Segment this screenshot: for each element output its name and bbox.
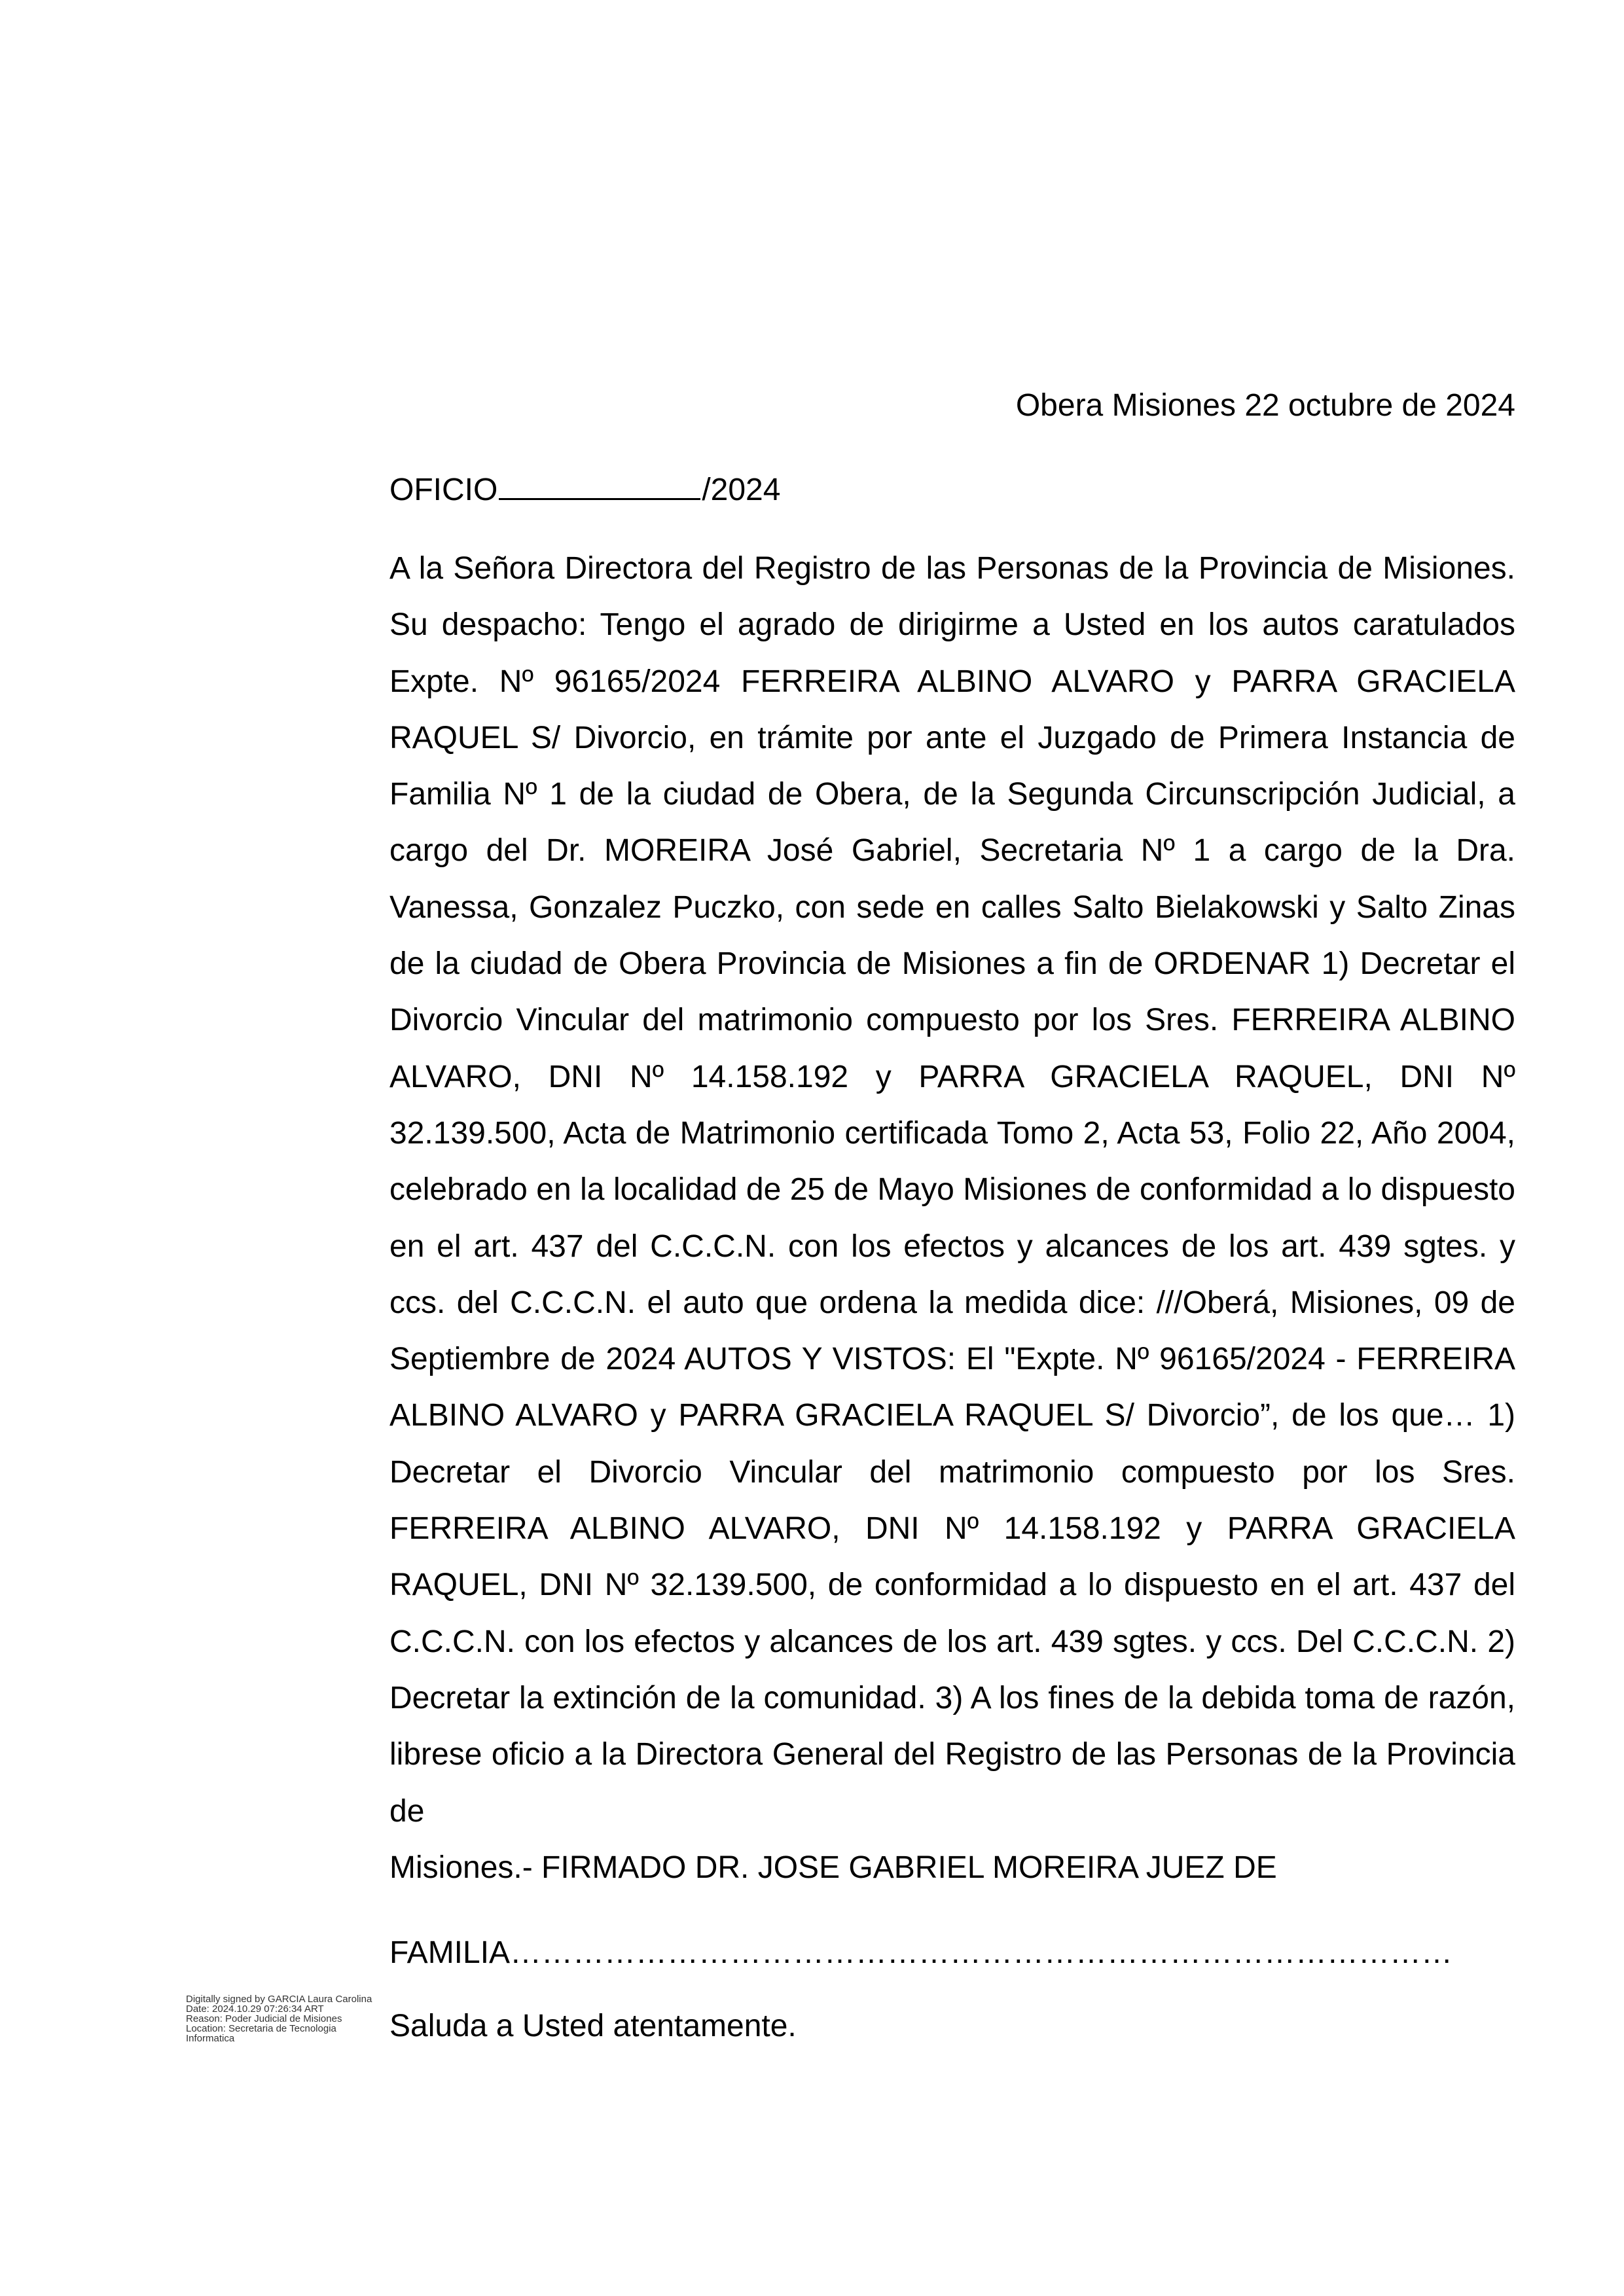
digital-signature-block (186, 1994, 395, 2043)
signature-location: Location: Secretaria de Tecnologia (186, 2023, 336, 2034)
oficio-number-line (389, 467, 780, 510)
signature-location-cont: Informatica (186, 2033, 235, 2044)
date-line: Obera Misiones 22 octubre de 2024 (1015, 388, 1515, 423)
oficio-number-blank (499, 467, 700, 500)
signature-signer: Digitally signed by GARCIA Laura Carolina (186, 1994, 372, 2005)
body-last-line: Misiones.- FIRMADO DR. JOSE GABRIEL MOREIRA JUEZ DE (389, 1850, 1277, 1885)
familia-line: FAMILIA……………………………………………………………………………… (389, 1935, 1453, 1970)
signature-reason: Reason: Poder Judicial de Misiones (186, 2013, 342, 2024)
body-paragraph (389, 541, 1515, 1896)
signature-date: Date: 2024.10.29 07:26:34 ART (186, 2003, 324, 2015)
closing-salutation: Saluda a Usted atentamente. (389, 2009, 797, 2043)
body-text: A la Señora Directora del Registro de las Personas de la Provincia de Misiones. Su despacho: Tengo el agrado de dirigirme a Usted en los autos caratulados Expte. Nº 96165/2024 FERREIRA ALBINO ALVARO y PARRA GRACIELA RAQUEL S/ Divorcio, en trámite por ante el Juzgado de Primera Instancia de Familia Nº 1 de la ciudad de Obera, de la Segunda Circunscripción Judicial, a cargo del Dr. MOREIRA José Gabriel, Secretaria Nº 1 a cargo de la Dra. Vanessa, Gonzalez Puczko, con sede en calles Salto Bielakowski y Salto Zinas de la ciudad de Obera Provincia de Misiones a fin de ORDENAR 1) Decretar el Divorcio Vincular del matrimonio compuesto por los Sres. FERREIRA ALBINO ALVARO, DNI Nº 14.158.192 y PARRA GRACIELA RAQUEL, DNI Nº 32.139.500, Acta de Matrimonio certificada Tomo 2, Acta 53, Folio 22, Año 2004, celebrado en la localidad de 25 de Mayo Misiones de conformidad a lo dispuesto en el art. 437 del C.C.C.N. con los efectos y alcances de los art. 439 sgtes. y ccs. del C.C.C.N. el auto que ordena la medida dice: ///Oberá, Misiones, 09 de Septiembre de 2024 AUTOS Y VISTOS: El "Expte. Nº 96165/2024 - FERREIRA ALBINO ALVARO y PARRA GRACIELA RAQUEL S/ Divorcio”, de los que… 1) Decretar el Divorcio Vincular del matrimonio compuesto por los Sres. FERREIRA ALBINO ALVARO, DNI Nº 14.158.192 y PARRA GRACIELA RAQUEL, DNI Nº 32.139.500, de conformidad a lo dispuesto en el art. 437 del C.C.C.N. con los efectos y alcances de los art. 439 sgtes. y ccs. Del C.C.C.N. 2) Decretar la extinción de la comunidad. 3) A los fines de la debida toma de razón, librese oficio a la Directora General del Registro de las Personas de la Provincia de (389, 551, 1515, 1829)
oficio-label: OFICIO (389, 473, 498, 507)
oficio-year: /2024 (702, 473, 781, 507)
